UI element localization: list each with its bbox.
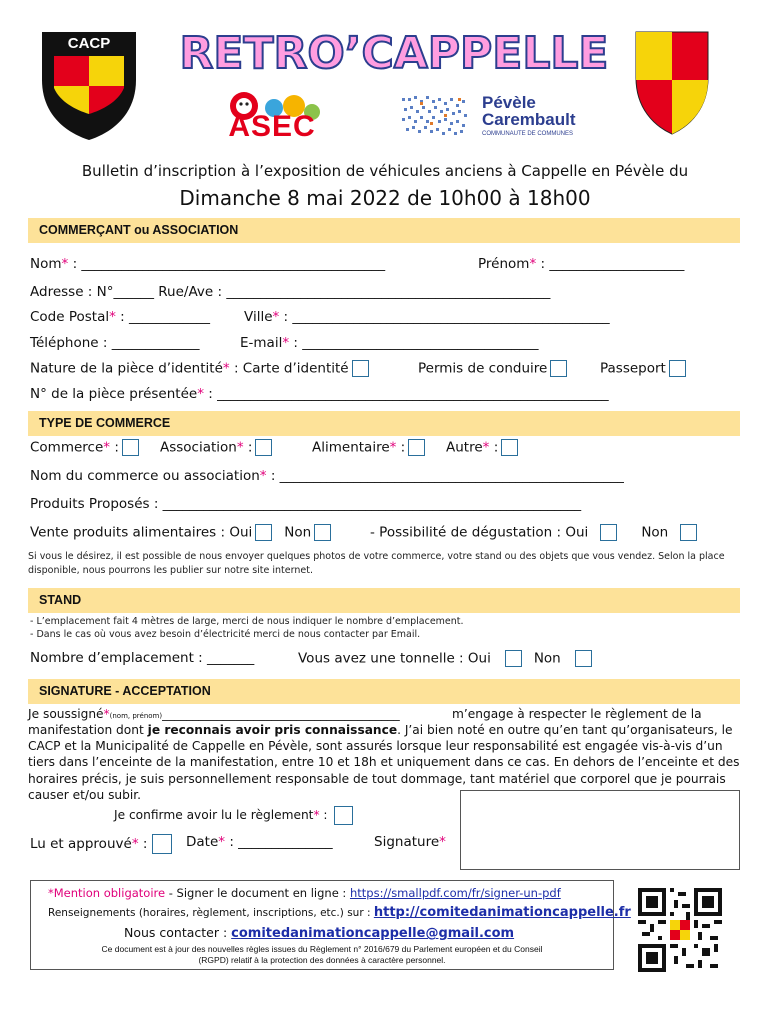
lu-approuve-checkbox[interactable] <box>152 834 172 854</box>
confirme-checkbox[interactable] <box>334 806 353 825</box>
lu-approuve-row: Lu et approuvé* : <box>30 834 172 854</box>
numero-piece-field[interactable]: N° de la pièce présentée* : __________________________________________________________ <box>30 386 609 402</box>
stand-note-1: - L’emplacement fait 4 mètres de large, merci de nous indiquer le nombre d’emplacement. <box>30 616 464 627</box>
ville-field[interactable]: Ville* : _______________________________________________ <box>244 309 610 325</box>
footer-renseignements-line: Renseignements (horaires, règlement, inscriptions, etc.) sur : http://comitedanimationcappelle.fr <box>48 905 631 920</box>
footer-contact-line: Nous contacter : comitedanimationcappelle@gmail.com <box>124 925 515 941</box>
adresse-field[interactable]: Adresse : N°______ Rue/Ave : ________________________________________________ <box>30 284 551 300</box>
tonnelle-oui-checkbox[interactable] <box>505 650 522 667</box>
passeport-checkbox[interactable] <box>669 360 686 377</box>
commerce-option: Commerce* : <box>30 439 139 457</box>
commerce-checkbox[interactable] <box>122 439 139 456</box>
signature-box[interactable] <box>460 790 740 870</box>
event-date: Dimanche 8 mai 2022 de 10h00 à 18h00 <box>179 186 591 210</box>
section-header-stand: STAND <box>28 588 740 613</box>
nature-piece-row: Nature de la pièce d’identité* : Carte d’identité <box>30 360 369 378</box>
cacp-logo <box>36 28 142 143</box>
nom-commerce-field[interactable]: Nom du commerce ou association* : ___________________________________________________ <box>30 468 624 484</box>
alimentaire-checkbox[interactable] <box>408 439 425 456</box>
page-title: RETRO’CAPPELLE <box>179 28 609 79</box>
email-link[interactable]: comitedanimationcappelle@gmail.com <box>231 926 515 941</box>
association-checkbox[interactable] <box>255 439 272 456</box>
produits-field[interactable]: Produits Proposés : ______________________________________________________________ <box>30 496 582 512</box>
alimentaire-option: Alimentaire* : <box>312 439 425 457</box>
pevele-carembault-logo <box>400 94 590 142</box>
subtitle: Bulletin d’inscription à l’exposition de véhicules anciens à Cappelle en Pévèle du <box>81 162 689 180</box>
cacp-logo-text: CACP <box>67 35 111 52</box>
autre-checkbox[interactable] <box>501 439 518 456</box>
passeport-option: Passeport <box>600 360 686 378</box>
telephone-field[interactable]: Téléphone : _____________ <box>30 335 200 351</box>
section-header-type: TYPE DE COMMERCE <box>28 411 740 436</box>
signer-link[interactable]: https://smallpdf.com/fr/signer-un-pdf <box>349 886 561 900</box>
nom-field[interactable]: Nom* : _____________________________________________ <box>30 256 386 272</box>
cappelle-shield-logo <box>632 28 712 138</box>
qr-code[interactable] <box>638 888 722 972</box>
rgpd-notice: Ce document est à jour des nouvelles règles issues du Règlement n° 2016/679 du Parlement européen et du Conseil (RGPD) relatif à la protection des données à caractère personnel. <box>101 944 543 965</box>
association-option: Association* : <box>160 439 272 457</box>
degustation-row: - Possibilité de dégustation : Oui Non <box>370 524 697 542</box>
degustation-oui-checkbox[interactable] <box>600 524 617 541</box>
email-field[interactable]: E-mail* : ___________________________________ <box>240 335 539 351</box>
reglement-paragraph: manifestation dont je reconnais avoir pris connaissance. J’ai bien noté en outre qu’en tant qu’organisateurs, le CACP et la Municipalité de Cappelle en Pévèle, sont assurés lorsque leur responsabilité est engagée vis-à-vis d’un tiers dans l’enceinte de la manifestation, entre 10 et 18h et uniquement dans ce cas. En dehors de l’enceinte et des horaires précis, je suis personnellement responsable de tout dommage, tant matériel que corporel que je pourrais causer et/ou subir. <box>28 723 740 802</box>
pevele-line1: Pévèle <box>482 93 536 112</box>
permis-checkbox[interactable] <box>550 360 567 377</box>
carte-identite-checkbox[interactable] <box>352 360 369 377</box>
section-header-signature: SIGNATURE - ACCEPTATION <box>28 679 740 704</box>
date-field[interactable]: Date* : ______________ <box>186 834 333 850</box>
tonnelle-row: Vous avez une tonnelle : Oui Non <box>298 650 592 668</box>
pevele-line3: COMMUNAUTE DE COMMUNES <box>482 131 573 137</box>
section-header-commercant: COMMERÇANT ou ASSOCIATION <box>28 218 740 243</box>
soussigne-line[interactable]: Je soussigné*(nom, prénom)_______________________________________ <box>28 707 400 721</box>
asec-logo <box>216 84 328 146</box>
nombre-emplacement-field[interactable]: Nombre d’emplacement : _______ <box>30 650 255 666</box>
degustation-non-checkbox[interactable] <box>680 524 697 541</box>
engage-text: m’engage à respecter le règlement de la <box>452 707 702 721</box>
tonnelle-non-checkbox[interactable] <box>575 650 592 667</box>
photos-note: Si vous le désirez, il est possible de nous envoyer quelques photos de votre commerce, votre stand ou des objets que vous vendez. Selon la place disponible, nous pourrons les publier sur notre site internet. <box>28 551 725 576</box>
pevele-line2: Carembault <box>482 110 576 129</box>
site-link[interactable]: http://comitedanimationcappelle.fr <box>373 905 631 920</box>
vente-non-checkbox[interactable] <box>314 524 331 541</box>
confirme-row: Je confirme avoir lu le règlement* : <box>114 806 353 825</box>
permis-option: Permis de conduire <box>418 360 567 378</box>
autre-option: Autre* : <box>446 439 518 457</box>
asec-logo-text: ASEC <box>228 110 316 143</box>
vente-alimentaire-row: Vente produits alimentaires : Oui Non <box>30 524 331 542</box>
signature-label: Signature* <box>374 834 446 850</box>
stand-note-2: - Dans le cas où vous avez besoin d’électricité merci de nous contacter par Email. <box>30 629 421 640</box>
footer-mention-line: *Mention obligatoire - Signer le document en ligne : https://smallpdf.com/fr/signer-un-pdf <box>48 886 561 900</box>
prenom-field[interactable]: Prénom* : ____________________ <box>478 256 685 272</box>
code-postal-field[interactable]: Code Postal* : ____________ <box>30 309 211 325</box>
vente-oui-checkbox[interactable] <box>255 524 272 541</box>
